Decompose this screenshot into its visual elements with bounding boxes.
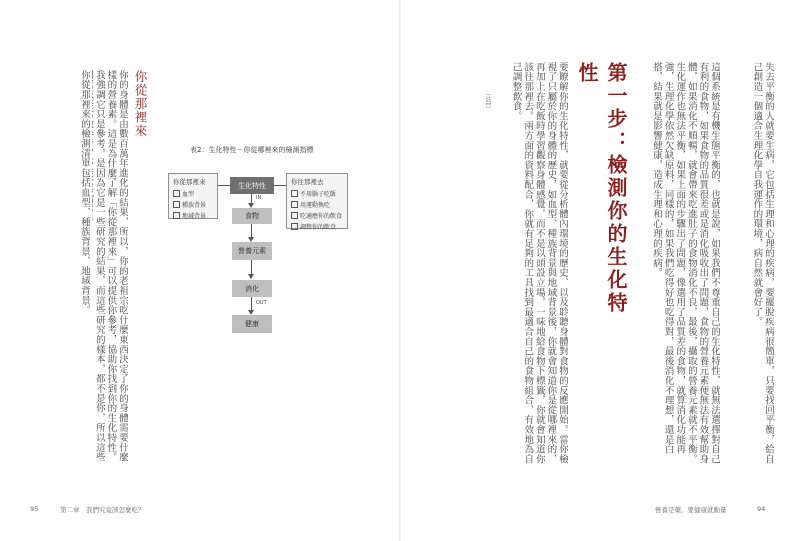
destination-item: 不用腦子吃飯 [291, 189, 343, 198]
right-page-number: 94 [757, 505, 766, 513]
flow-box-health: 健康 [232, 315, 272, 333]
section-heading: 你從那裡來 [133, 70, 148, 138]
biochemical-figure [168, 145, 358, 345]
destination-item: 調整你的飲食 [291, 222, 343, 231]
checkbox-icon [291, 190, 298, 197]
checkbox-icon [173, 212, 180, 219]
left-paragraph-1: 你的身體是由數百萬年進化的結果，所以，你的老祖宗吃什麼東西決定了你的身體需要什麼樣的營養素。這是為什麼了解「你從那裡來」可以提供你參考，協助你找到你的生化特性。我強調它只是參考，是因為它是一些研究的結果，而這些研究的樣本，都不是你，所以這些 [93, 70, 128, 462]
origin-item: 種族背景 [173, 200, 213, 209]
destination-item: 吃適應你的飲食 [291, 211, 343, 220]
checkbox-icon [291, 201, 298, 208]
checkbox-icon [173, 190, 180, 197]
origin-item: 血型 [173, 189, 213, 198]
checkbox-icon [291, 223, 298, 230]
figure-caption: 表2：生化特性－你從哪裡來的檢測指標 [190, 146, 314, 154]
flow-stem [251, 260, 252, 275]
chapter-title: 第一步：檢測你的生化特性 [575, 62, 628, 315]
checkbox-icon [173, 201, 180, 208]
right-paragraph-3: 要瞭解你的生化特性，就要從分析體內環境的歷史、以及聆聽身體對食物的反應開始。當你檢視了只屬於你的身體的歷史，如血型、種族背景與地域背景後，你就會知道你是從哪裡來的，再加上在吃飯時學習觀察身體感覺，而不是以頭設立場，一味地給食物下標籤，你就會知道你該往那裡去。兩方面的資料配合，你就有足夠的工具找到最適合自己的食物組合，有效地為自己調整飲食。 [510, 62, 568, 464]
left-running-footer: 第二章 我們究竟該怎麼吃？ [60, 506, 145, 514]
origin-box [168, 173, 218, 219]
right-paragraph-1: 失去平衡的人就要生病，它包括生理和心理的疾病，要擺脫疾病很簡單，只要找回平衡，給自己創造一個適合生理化學自我運作的環境，病自然就會好了。 [751, 62, 774, 464]
origin-box-title: 你從那裡來 [173, 178, 206, 186]
connector-right [274, 185, 286, 186]
flow-box-nutrients: 營養元素 [232, 242, 272, 260]
flow-stem [251, 297, 252, 311]
flow-box-food: 食物 [232, 208, 272, 224]
connector-left [218, 185, 230, 186]
right-paragraph-2: 這個系統是有機生態平衡的，也就是說，如果我們不尊重自己的生化特性，就無法選擇對自己有利的食物，如果食物的品質很差或是消化吸收出了問題，食物的營養元素便無法有效幫助身體，如果消化不順暢，就會帶來吃進肚子的食物消化不良，最後，攝取的營養元素就不平衡。生化運作也無法平衡，如果上面的步驟出了問題，像選用了品質差的食物，就算消化功能再強，生理化學依然欠缺原料，同樣的，如果我們吃得好也吃得對，最後消化不理想，還是白搭，結果就是影響健康，造成生理和心理的疾病。 [651, 62, 720, 464]
destination-box [286, 173, 348, 229]
origin-item: 地域背景 [173, 211, 213, 220]
out-label: OUT [256, 300, 267, 306]
right-running-footer: 營養是藥，要健康就動量 [655, 506, 727, 514]
left-paragraph-2: 你從那裡來的檢測清單包括血型、種族背景、地域背景。 [79, 70, 90, 315]
flow-stem [251, 224, 252, 238]
destination-item: 用運動換吃 [291, 200, 343, 209]
book-gutter [399, 0, 401, 541]
arrow-down-icon [248, 274, 254, 279]
destination-box-title: 你往那裡去 [291, 178, 324, 186]
flow-box-digestion: 消化 [232, 280, 272, 297]
checkbox-icon [291, 212, 298, 219]
flow-box-biochemistry: 生化特性 [230, 177, 274, 194]
in-label: IN [256, 195, 262, 201]
left-page-number: 95 [30, 505, 39, 513]
footnote-marker: （註1） [484, 90, 491, 112]
